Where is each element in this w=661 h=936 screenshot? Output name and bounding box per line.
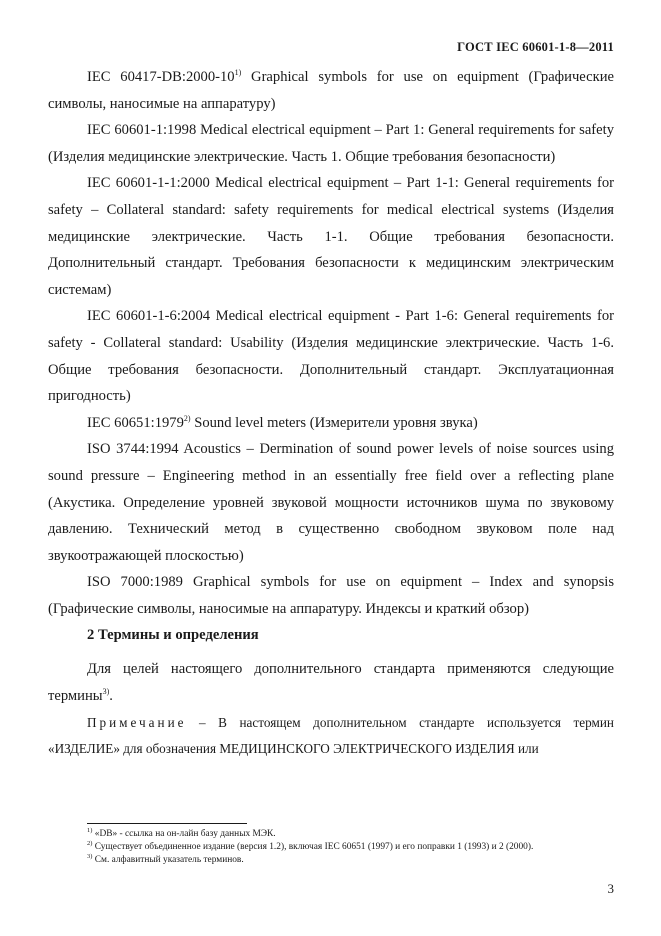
reference-item (48, 436, 614, 569)
reference-code: IEC 60601-1-1:2000 (87, 175, 210, 192)
standard-header: ГОСТ IEC 60601-1-8—2011 (457, 40, 614, 54)
reference-code: IEC 60651:1979 (87, 414, 184, 431)
reference-text: Sound level meters (Измерители уровня звука) (190, 414, 478, 431)
reference-text: Medical electrical equipment - Part 1-6: General requirements for safety - Collateral standard: Usability (Изделия медицинские электрические. Часть 1-6. Общие требования безопасности. Дополнительный стандарт. Эксплуатационная пригодность) (48, 308, 614, 405)
footnote (87, 841, 627, 854)
section-intro (48, 656, 614, 709)
note-text: – В настоящем дополнительном стандарте используется термин «ИЗДЕЛИЕ» для обозначения МЕДИЦИНСКОГО ЭЛЕКТРИЧЕСКОГО ИЗДЕЛИЯ или (48, 714, 614, 756)
reference-text: Graphical symbols for use on equipment (Графические символы, наносимые на аппаратуру) (48, 69, 614, 112)
reference-item (48, 303, 614, 409)
reference-item (48, 410, 614, 437)
reference-code: ISO 7000:1989 (87, 574, 183, 591)
footnote-text: «DB» - ссылка на он-лайн базу данных МЭК. (92, 829, 276, 839)
reference-text: Graphical symbols for use on equipment – Index and synopsis (Графические символы, наносимые на аппаратуру. Индексы и краткий обзор) (48, 574, 615, 617)
reference-code: IEC 60601-1-6:2004 (87, 308, 211, 325)
footnote (87, 828, 627, 841)
reference-item (48, 569, 614, 622)
page-body (48, 64, 614, 762)
note-block (48, 710, 614, 762)
section-intro-text: Для целей настоящего дополнительного стандарта применяются следующие термины (48, 661, 614, 705)
reference-item (48, 64, 614, 117)
footnote-mark: 2) (183, 413, 191, 423)
reference-item (48, 117, 614, 170)
footnote-mark: 1) (87, 826, 93, 834)
footnote-mark: 1) (234, 68, 242, 78)
reference-code: IEC 60601-1:1998 (87, 122, 197, 139)
reference-text: Medical electrical equipment – Part 1: General requirements for safety (Изделия медицинские электрические. Часть 1. Общие требования безопасности) (48, 122, 614, 165)
reference-text: Medical electrical equipment – Part 1-1: General requirements for safety – Collateral standard: safety requirements for medical electrical systems (Изделия медицинские электрические. Часть 1-1. Общие требования безопасности. Дополнительный стандарт. Требования безопасности к медицинским электрическим системам) (48, 175, 614, 298)
footnote-mark: 3) (87, 852, 93, 860)
section-title: 2 Термины и определения (87, 627, 259, 644)
note-label: Примечание (87, 714, 187, 730)
footnotes (87, 828, 627, 867)
reference-code: IEC 60417-DB:2000-10 (87, 69, 235, 85)
footnote-text: Существует объединенное издание (версия 1.2), включая IEC 60651 (1997) и его поправки 1 (1993) и 2 (2000). (92, 842, 534, 852)
reference-code: ISO 3744:1994 (87, 441, 179, 458)
footnote-text: См. алфавитный указатель терминов. (92, 855, 244, 865)
footnote-mark: 2) (87, 839, 93, 847)
footnote-mark: 3) (102, 687, 110, 697)
section-intro-end: . (109, 688, 113, 705)
footnote-divider (87, 823, 247, 824)
reference-text: Acoustics – Dermination of sound power levels of noise sources using sound pressure – Engineering method in an essentially free field over a reflecting plane (Акустика. Определение уровней звуковой мощности источников шума по звуковому давлению. Технический метод в существенно свободном звуковом поле над звукоотражающей плоскостью) (48, 441, 615, 564)
reference-item (48, 170, 614, 303)
note-paragraph (48, 710, 614, 762)
footnote (87, 854, 627, 867)
page-number: 3 (607, 881, 614, 896)
